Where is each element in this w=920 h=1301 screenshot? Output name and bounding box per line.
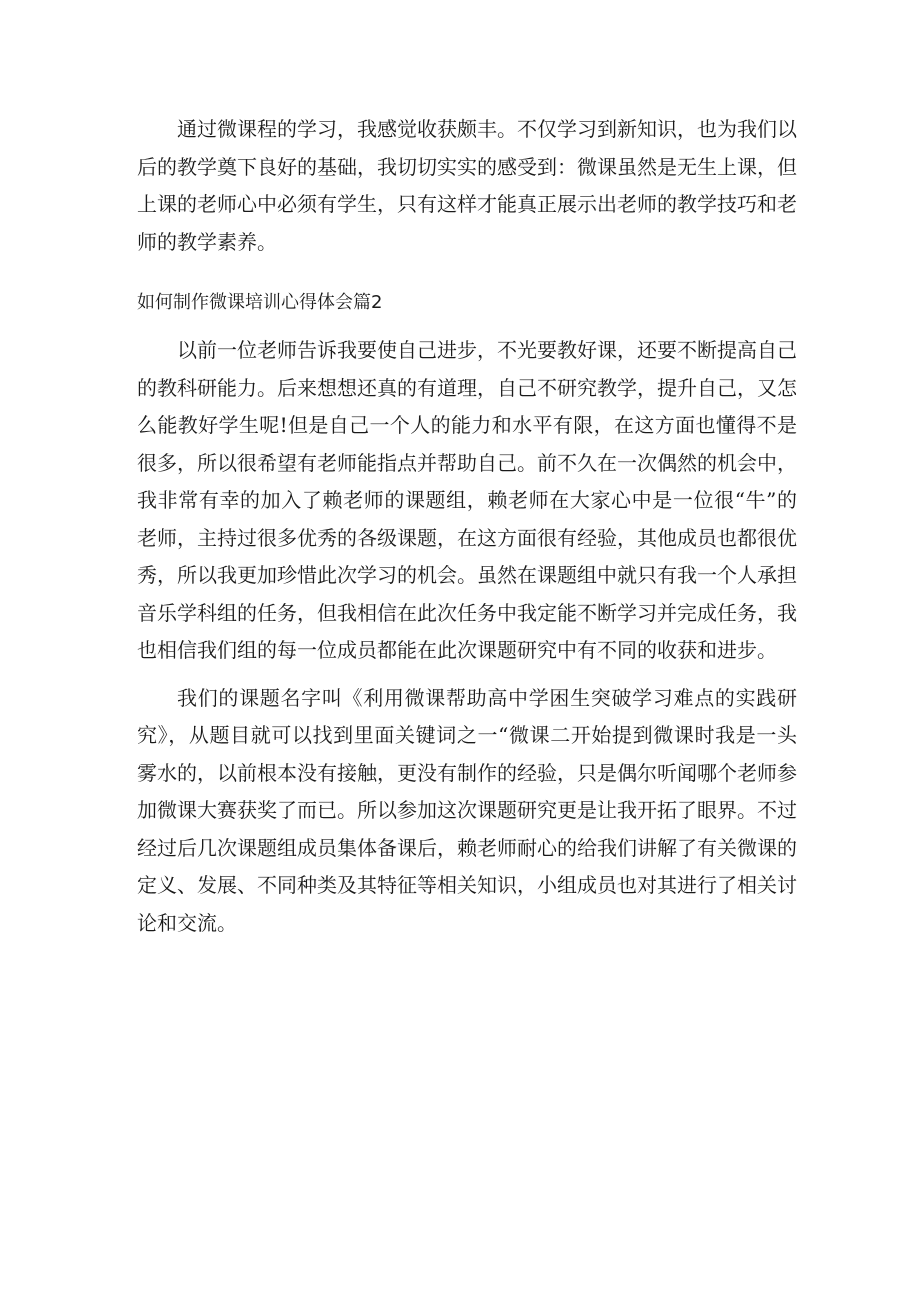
document-body: [137, 111, 797, 942]
paragraph-reflection-intro: 通过微课程的学习，我感觉收获颇丰。不仅学习到新知识，也为我们以后的教学奠下良好的基础，我切切实实的感受到：微课虽然是无生上课，但上课的老师心中必须有学生，只有这样才能真正展示出老师的教学技巧和老师的教学素养。: [137, 117, 797, 254]
paragraph-research-group: 以前一位老师告诉我要使自己进步，不光要教好课，还要不断提高自己的教科研能力。后来想想还真的有道理，自己不研究教学，提升自己，又怎么能教好学生呢!但是自己一个人的能力和水平有限，在这方面也懂得不是很多，所以很希望有老师能指点并帮助自己。前不久在一次偶然的机会中，我非常有幸的加入了赖老师的课题组，赖老师在大家心中是一位很“牛”的老师，主持过很多优秀的各级课题，在这方面很有经验，其他成员也都很优秀，所以我更加珍惜此次学习的机会。虽然在课题组中就只有我一个人承担音乐学科组的任务，但我相信在此次任务中我定能不断学习并完成任务，我也相信我们组的每一位成员都能在此次课题研究中有不同的收获和进步。: [137, 338, 797, 662]
paragraph-project-title: 我们的课题名字叫《利用微课帮助高中学困生突破学习难点的实践研究》，从题目就可以找到里面关键词之一“微课二开始提到微课时我是一头雾水的，以前根本没有接触，更没有制作的经验，只是偶尔听闻哪个老师参加微课大赛获奖了而已。所以参加这次课题研究更是让我开拓了眼界。不过经过后几次课题组成员集体备课后，赖老师耐心的给我们讲解了有关微课的定义、发展、不同种类及其特征等相关知识，小组成员也对其进行了相关讨论和交流。: [137, 685, 797, 935]
section-heading: 如何制作微课培训心得体会篇2: [137, 292, 383, 313]
